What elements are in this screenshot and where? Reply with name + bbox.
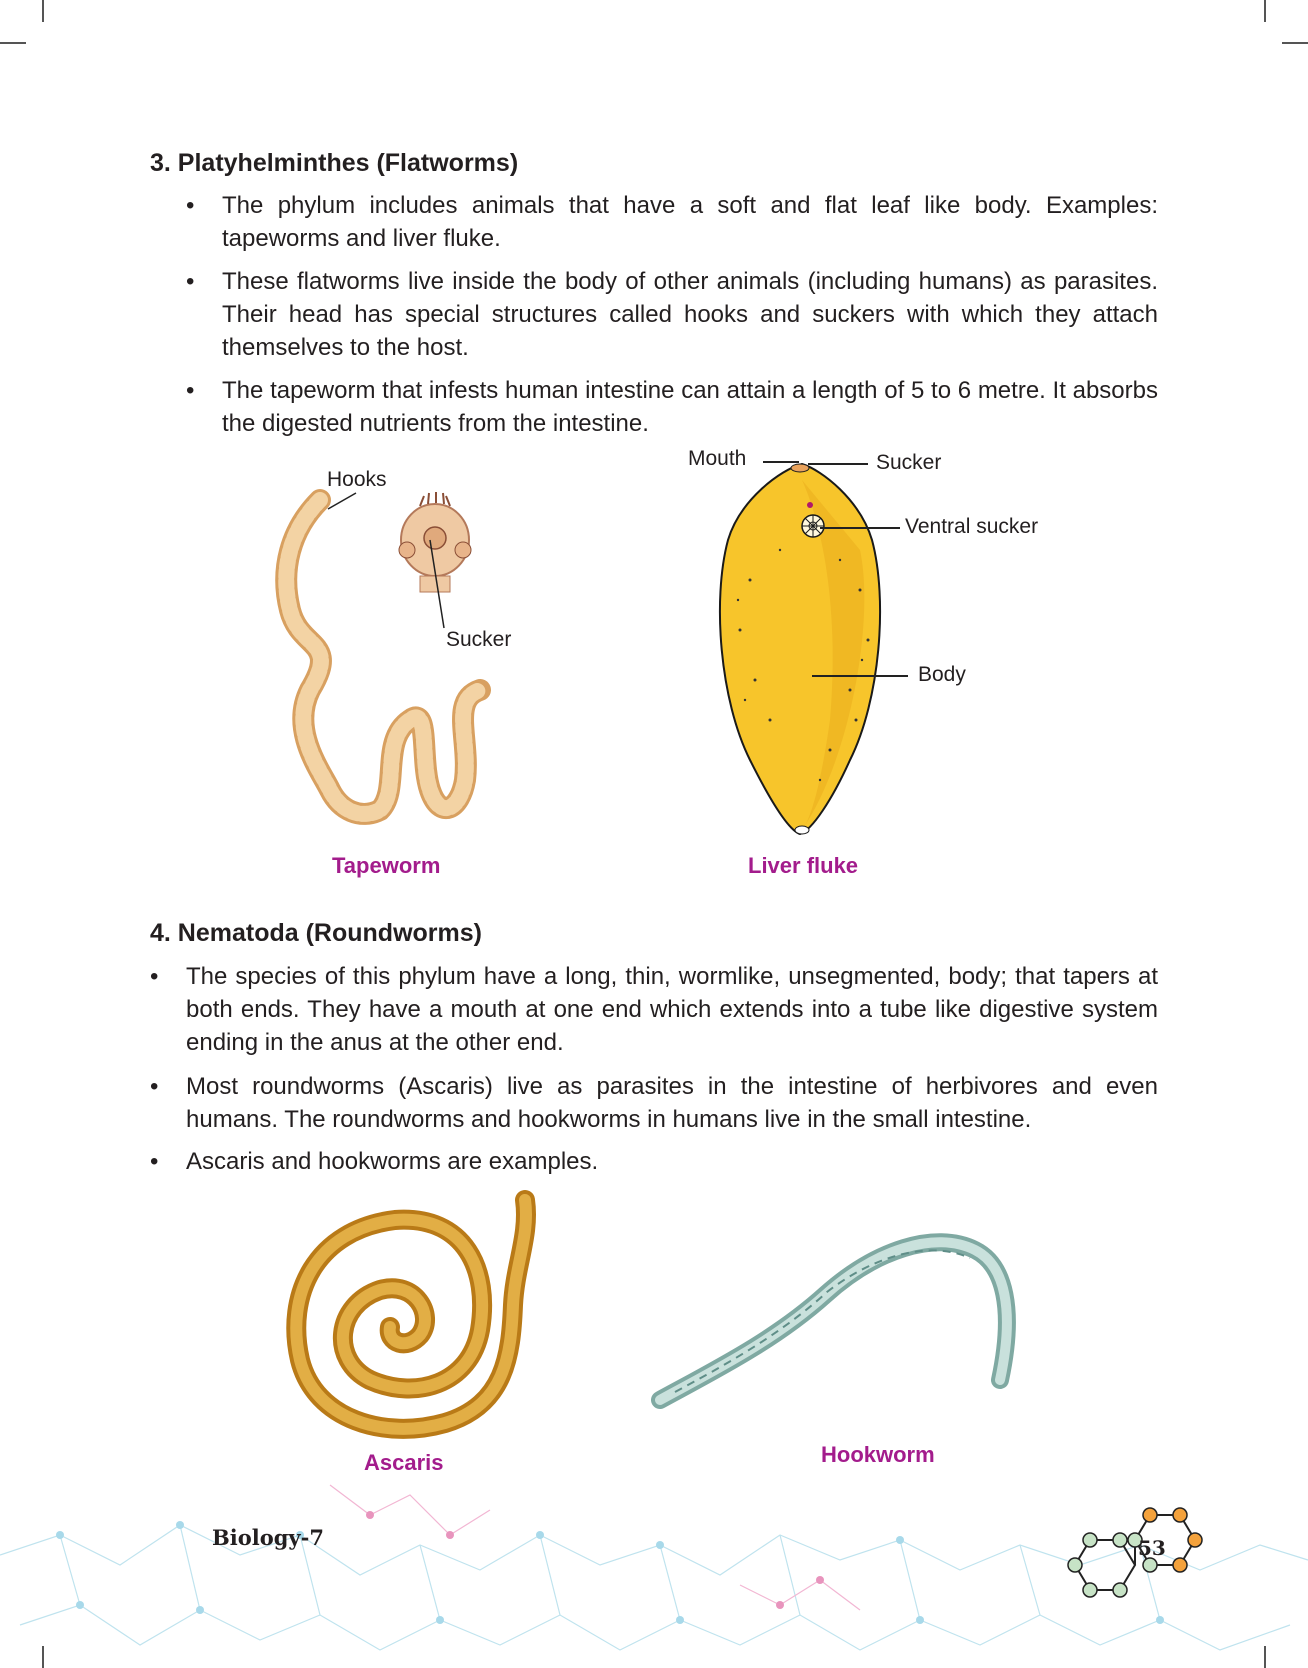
tapeworm-label-sucker: Sucker: [446, 628, 512, 651]
liver-fluke-label-ventral-sucker: Ventral sucker: [905, 515, 1039, 538]
tapeworm-label-hooks: Hooks: [327, 468, 387, 491]
liver-fluke-label-mouth: Mouth: [688, 447, 747, 470]
section-heading-nematoda: 4. Nematoda (Roundworms): [150, 919, 482, 947]
ascaris-caption: Ascaris: [364, 1450, 444, 1475]
section-heading-platyhelminthes: 3. Platyhelminthes (Flatworms): [150, 149, 519, 177]
crop-mark-top-right-v: [1264, 0, 1266, 22]
bullet-platy-1: • The phylum includes animals that have a soft and flat leaf like body. Examples: tapeworms and liver fluke.: [222, 189, 1158, 255]
liver-fluke-illustration: [710, 460, 890, 840]
liver-fluke-mouth-leader: [763, 461, 799, 463]
liver-fluke-caption: Liver fluke: [748, 853, 859, 878]
liver-fluke-ventral-sucker-leader: [820, 527, 900, 529]
tapeworm-illustration: [260, 490, 510, 830]
bullet-nema-2: • Most roundworms (Ascaris) live as parasites in the intestine of herbivores and even humans. The roundworms and hookworms in humans live in the small intestine.: [186, 1070, 1158, 1136]
hexagon-molecule-icon: [1055, 1505, 1205, 1625]
liver-fluke-label-body: Body: [918, 663, 966, 686]
bullet-platy-3: • The tapeworm that infests human intestine can attain a length of 5 to 6 metre. It absorbs the digested nutrients from the intestine.: [222, 374, 1158, 440]
bullet-platy-2: • These flatworms live inside the body of other animals (including humans) as parasites. Their head has special structures called hooks and suckers with which they attach themselves to the host.: [222, 265, 1158, 364]
bullet-nema-1: • The species of this phylum have a long, thin, wormlike, unsegmented, body; that tapers at both ends. They have a mouth at one end which extends into a tube like digestive system ending in the anus at the other end.: [186, 960, 1158, 1059]
hookworm-illustration: [655, 1200, 1035, 1420]
crop-mark-top-left-v: [42, 0, 44, 22]
page-number: 53: [1138, 1536, 1166, 1560]
tapeworm-sucker-leader: [430, 540, 450, 630]
liver-fluke-body-leader: [812, 675, 908, 677]
tapeworm-caption: Tapeworm: [332, 853, 441, 878]
liver-fluke-label-sucker: Sucker: [876, 451, 942, 474]
liver-fluke-sucker-leader: [808, 463, 868, 465]
bullet-nema-3: • Ascaris and hookworms are examples.: [186, 1145, 1158, 1178]
crop-mark-top-right-h: [1282, 42, 1308, 44]
tapeworm-hooks-leader: [328, 493, 358, 509]
hookworm-caption: Hookworm: [821, 1442, 935, 1467]
crop-mark-top-left-h: [0, 42, 26, 44]
footer-book-title: Biology-7: [212, 1525, 324, 1550]
